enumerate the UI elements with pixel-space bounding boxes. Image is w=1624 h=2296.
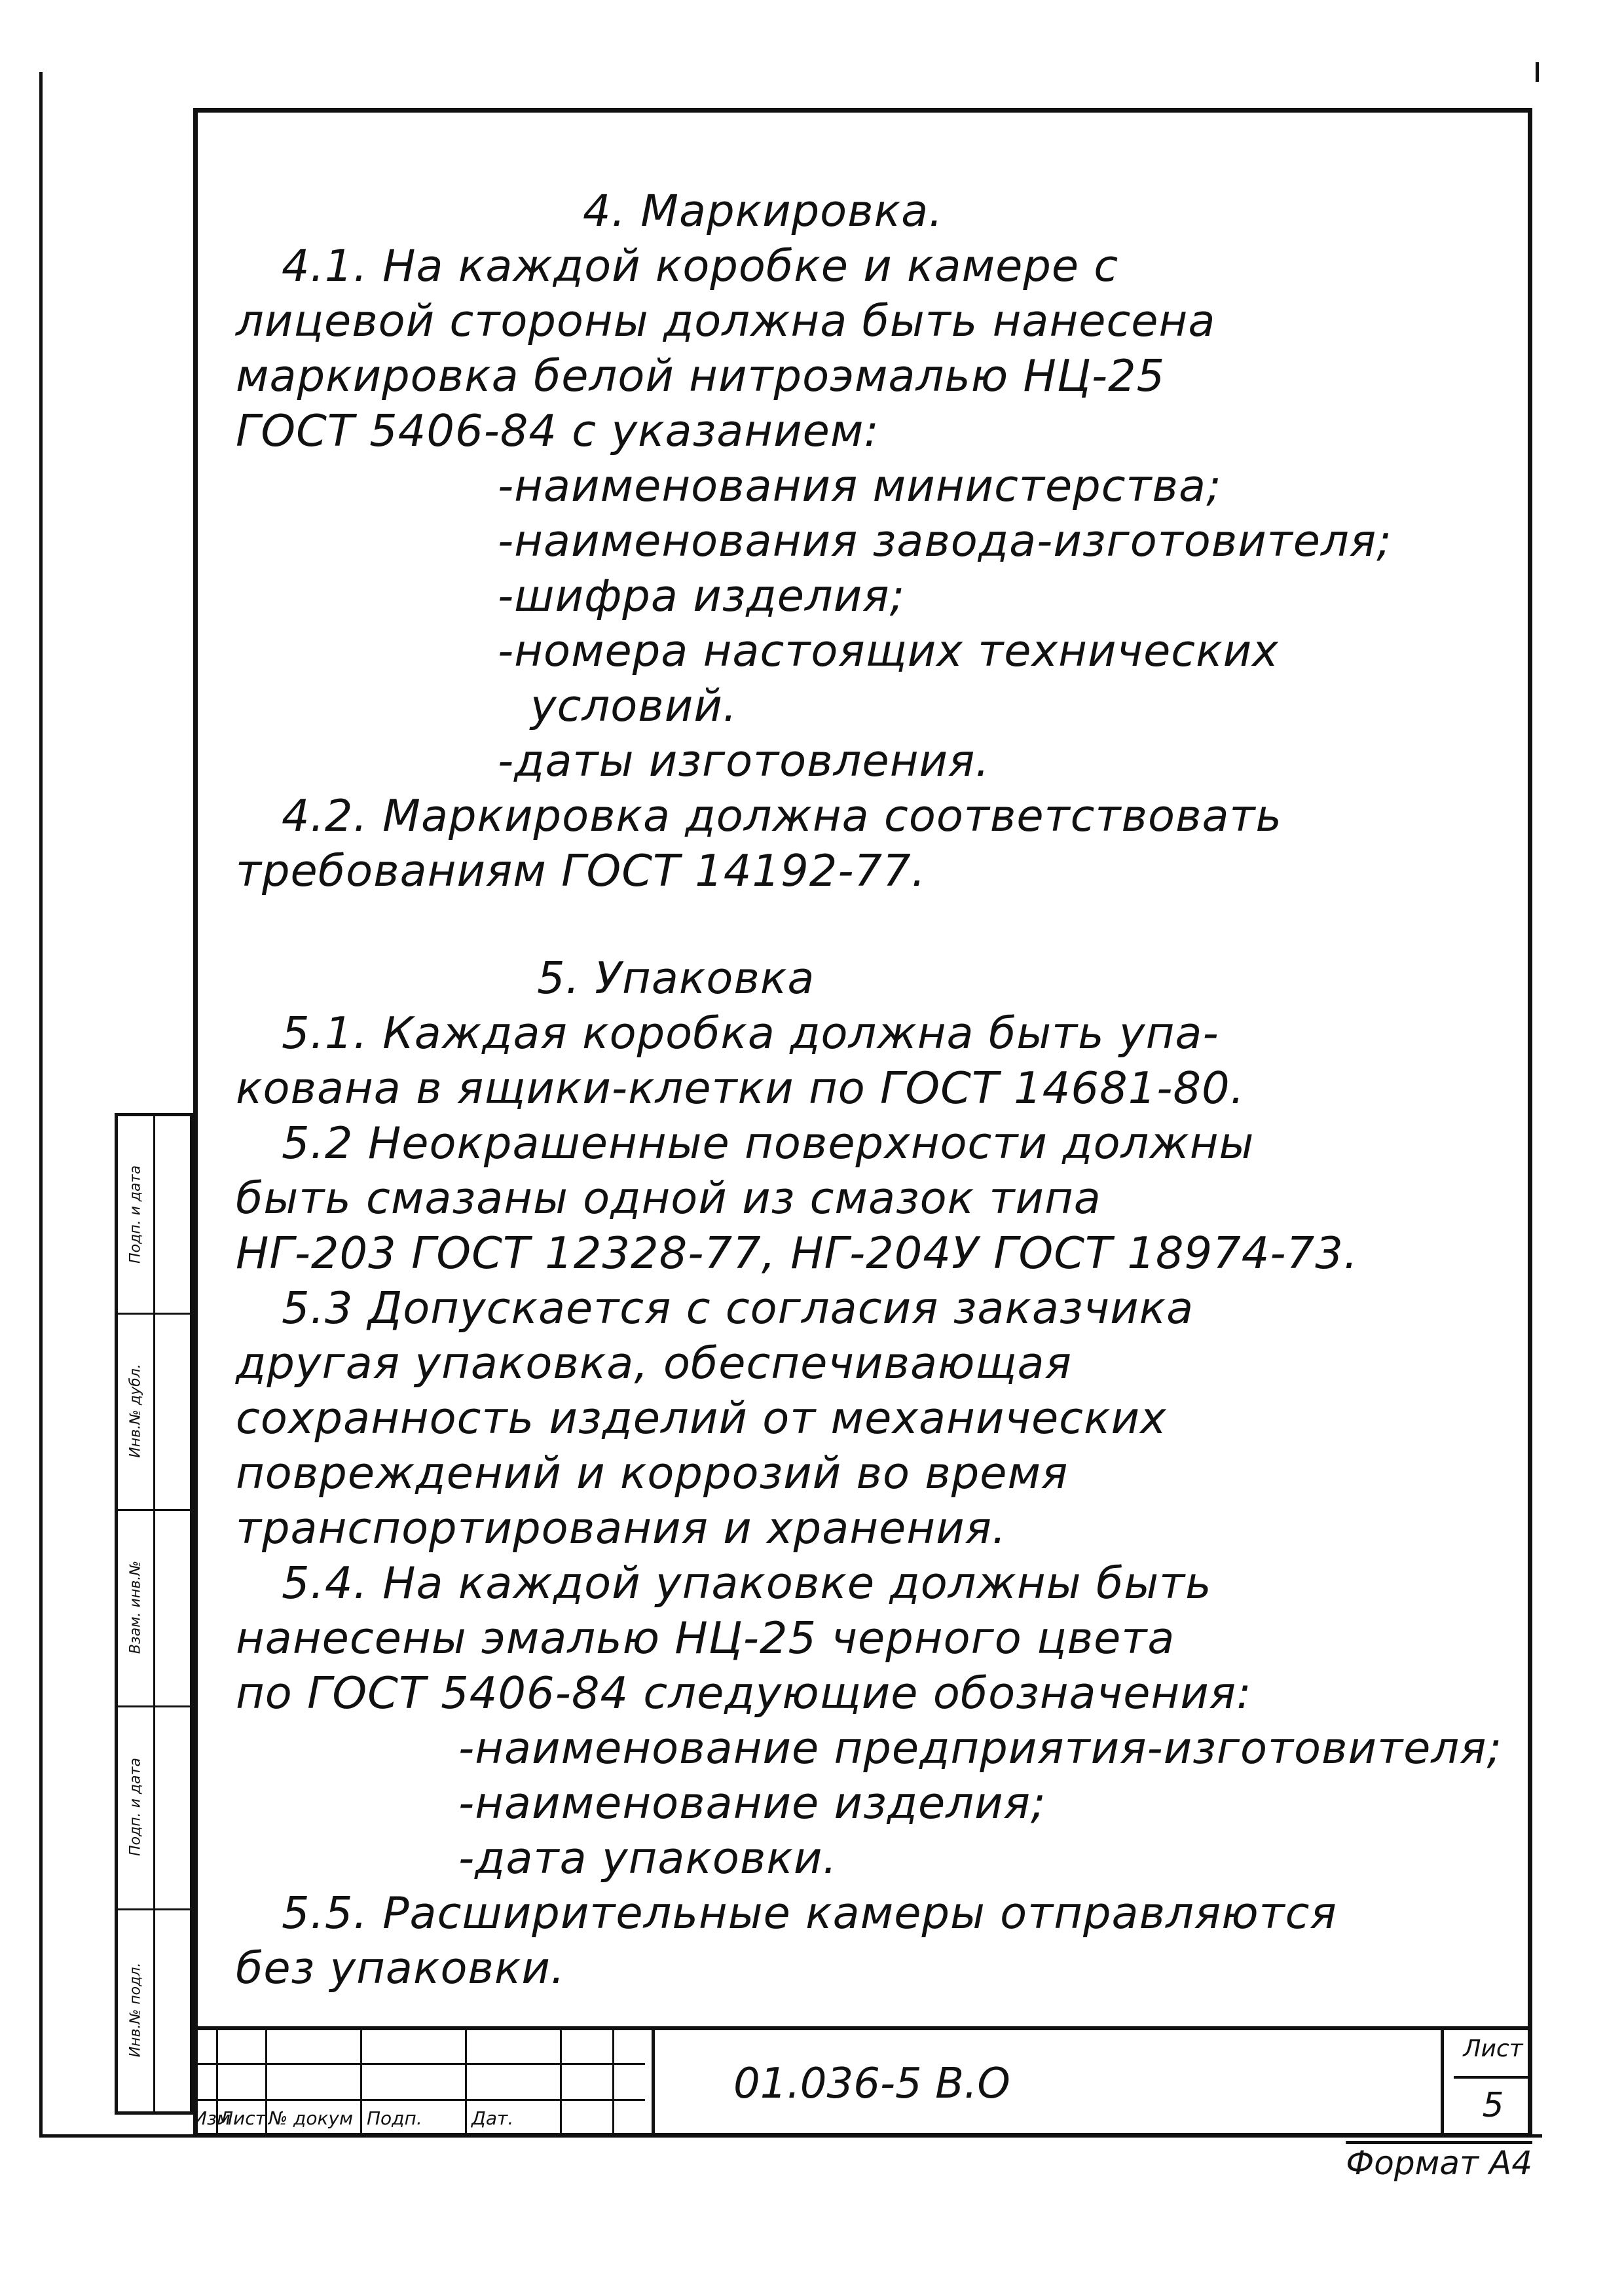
paragraph-line: другая упаковка, обеспечивающая (236, 1338, 1072, 1389)
list-item: -даты изготовления. (498, 735, 990, 786)
list-item: -наименование предприятия-изготовителя; (458, 1722, 1503, 1774)
paragraph-line: лицевой стороны должна быть нанесена (236, 295, 1216, 346)
paragraph-line: быть смазаны одной из смазок типа (236, 1173, 1101, 1224)
list-item: -дата упаковки. (458, 1832, 838, 1884)
paragraph-line: по ГОСТ 5406-84 следующие обозначения: (236, 1667, 1252, 1719)
paragraph-line: нанесены эмалью НЦ-25 черного цвета (236, 1613, 1175, 1664)
paragraph-line: 5.4. На каждой упаковке должны быть (282, 1558, 1212, 1609)
paragraph-line: без упаковки. (236, 1942, 566, 1994)
paragraph-line: НГ-203 ГОСТ 12328-77, НГ-204У ГОСТ 18974-73. (236, 1228, 1359, 1279)
title-block (193, 2026, 1532, 2138)
label-doc-number: № докум (268, 2107, 354, 2129)
list-item: -наименование изделия; (458, 1777, 1046, 1829)
label-signature: Подп. (367, 2107, 422, 2129)
label-date: Дат. (471, 2107, 514, 2129)
strip-label: Инв.№ дубл. (127, 1364, 144, 1458)
paragraph-line: 4.2. Маркировка должна соответствовать (282, 790, 1283, 841)
paragraph-line: сохранность изделий от механических (236, 1393, 1167, 1444)
paragraph-line: 4.1. На каждой коробке и камере с (282, 240, 1119, 291)
list-item: -наименования министерства; (498, 460, 1222, 511)
paragraph-line: транспортирования и хранения. (236, 1503, 1007, 1554)
paragraph-line: 5.5. Расширительные камеры отправляются (282, 1887, 1337, 1939)
section-5-heading: 5. Упаковка (537, 953, 815, 1004)
paragraph-line: 5.2 Неокрашенные поверхности должны (282, 1118, 1255, 1169)
binding-strip-labels (118, 1116, 155, 2111)
strip-label: Инв.№ подл. (127, 1962, 144, 2058)
list-item: -шифра изделия; (498, 570, 906, 621)
binding-strip-fields (155, 1116, 191, 2111)
label-sheet: Лист (219, 2107, 266, 2129)
format-label: Формат А4 (1346, 2144, 1532, 2182)
sheet-cell (1454, 2030, 1532, 2138)
paragraph-line: 5.3 Допускается с согласия заказчика (282, 1283, 1194, 1334)
list-item: -номера настоящих технических (498, 625, 1279, 676)
strip-label: Взам. инв.№ (127, 1560, 144, 1654)
strip-label: Подп. и дата (127, 1165, 144, 1264)
strip-label: Подп. и дата (127, 1758, 144, 1856)
revision-grid (193, 2030, 645, 2138)
paragraph-line: требованиям ГОСТ 14192-77. (236, 845, 927, 896)
list-item: -наименования завода-изготовителя; (498, 515, 1392, 566)
paragraph-line: 5.1. Каждая коробка должна быть упа- (282, 1008, 1219, 1059)
section-4-heading: 4. Маркировка. (583, 185, 944, 236)
paragraph-line: маркировка белой нитроэмалью НЦ-25 (236, 350, 1166, 401)
sheet-number: 5 (1482, 2086, 1504, 2125)
label-change: Изм (193, 2107, 231, 2129)
binding-strip (115, 1113, 193, 2115)
sheet-label: Лист (1463, 2035, 1523, 2062)
paragraph-line: кована в ящики-клетки по ГОСТ 14681-80. (236, 1063, 1245, 1114)
list-item: условий. (530, 680, 738, 731)
document-designation: 01.036-5 В.О (652, 2030, 1444, 2138)
paragraph-line: повреждений и коррозий во время (236, 1448, 1069, 1499)
paragraph-line: ГОСТ 5406-84 с указанием: (236, 405, 879, 456)
document-body (236, 183, 1519, 1995)
